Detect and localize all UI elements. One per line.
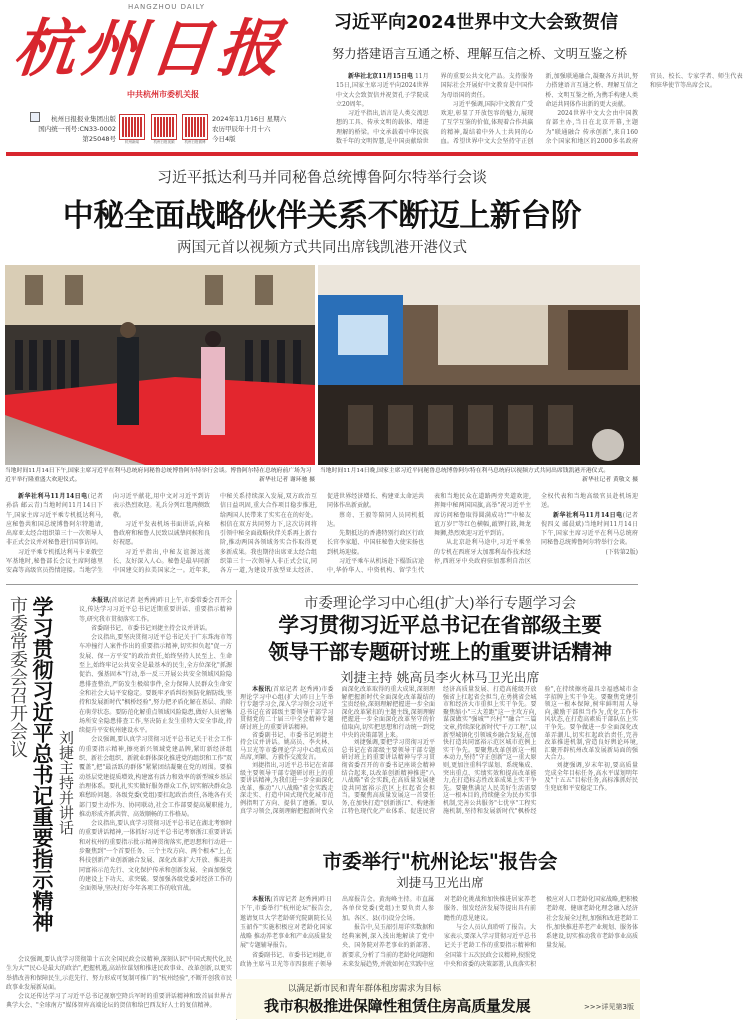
section-divider: [6, 584, 638, 585]
peru-subhead: 两国元首以视频方式共同出席钱凯港开港仪式: [177, 240, 467, 256]
masthead-english-name: HANGZHOU DAILY: [128, 3, 205, 11]
qr-code-icon[interactable]: [120, 115, 144, 139]
masthead-organ: 中共杭州市委机关报: [127, 90, 199, 99]
inside-page-teaser[interactable]: [236, 979, 640, 1019]
issue-number: 第25048号: [82, 135, 116, 143]
lead-subhead: 努力搭建语言互通之桥、理解互信之桥、文明互鉴之桥: [332, 47, 628, 61]
dateline: 新华社利马11月14日电: [18, 493, 88, 500]
peru-headline: 中秘全面战略伙伴关系不断迈上新台阶: [62, 198, 582, 234]
publisher: 杭州日报报业集团出版: [51, 115, 116, 123]
issue-date: [212, 114, 286, 144]
photo-welcome-ceremony: [5, 265, 315, 465]
lunar-date: 农历甲辰年十月十六: [212, 125, 271, 133]
lead-body: 新华社北京11月15日电 11月15日,国家主席习近平向2024世界中文大会致贺信并祝贺孔子学院成立20周年。 习近平指出,语言是人类交流思想的工具、传承文明的载体、增进理解的桥梁。中文承载着中华民族数千年的文明智慧,是中国贡献给世界的重要公共文化产品。支持服务国际社会开展好中文教育是中国作为母语国的责任。 习近平强调,国际中文教育广受欢迎,彰显了开放包容的魅力,展现了互学互鉴的价值,体现着合作共赢的精神,凝结着中外人士共同的心血。希望世界中文大会坚持守正创新,加强联通融合,凝聚各方共识,努力搭建语言互通之桥、理解互信之桥、文明互鉴之桥,为携手构建人类命运共同体作出新的更大贡献。 2024世界中文大会由中国教育部主办,当日在北京开幕,主题为"联通融合 传承创新",来自160余个国家和地区的2000多名政府官员、校长、专家学者、师生代表和驻华使节等出席会议。: [336, 73, 743, 146]
dateline: 新华社北京11月15日电: [348, 73, 414, 80]
theory-headline: 学习贯彻习近平总书记在省部级主要 领导干部专题研讨班上的重要讲话精神: [268, 613, 612, 664]
standing-body-bottom: 会议强调,要认真学习贯彻第十五次全国民政会议精神,深刻认识"中国式现代化,民生为大""民心是最大的政治",把握机遇,高站位谋划和推进民政事业、改革创新,以更实举措改善和保障民生,示范先行、努力形成可复制可推广的"杭州经验",不断开创我市民政事业发展新局面。 会议还传达学习了习近平总书记视察空降兵军时的重要讲话精神和致首届世界古典学大会、"全球南方"媒体智库高端论坛的贺信和给巴西友好人士的复信精神。: [6, 956, 232, 1010]
standing-body-top: 本报讯(首席记者 赵秀洲)昨日上午,市委常委会召开会议,传达学习习近平总书记近期重要讲话、重要指示精神等,研究我市贯彻落实工作。 省委副书记、市委书记刘捷主持会议并讲话。 会议指出,要坚决贯彻习近平总书记关于广东珠海市驾车冲撞行人案件作出的重要指示精神,切实担负起"促一方发展、保一方平安"的政治责任,始终坚持人民至上、生命至上,始终牢记公共安全是最基本的民生,全方位深化"抓源促治、强基固本"行动,举一反三开展公共安全领域风险隐患排查整治,严防发生极端事件,全力保障人民群众生命安全和社会大局平安稳定。要既牢矛盾纠纷预防化解防线,坚持和发展新时代"枫桥经验",努力把矛盾化解在基层、消除在萌芽状态。要防范化解重点领域风险隐患,做好人员密集场所安全隐患排查工作,坚决防止发生重特大安全事故,持续提升平安杭州建设水平。 会议强调,要认真学习贯彻习近平总书记关于社会工作的重要指示精神,擦亮新兴领域党建品牌,紧盯新经济组织、新社会组织、新就业群体深化推进党的组织和工作"双覆盖",把"最活跃的群体"紧紧团结凝聚在党的周围。要推动基层党建提质增效,构建富有活力和效率的新型城乡基层治理体系。要扎扎实实做好服务群众工作,切实解决群众急难愁盼问题。各级党委(党组)要扛起政治责任,各地各有关部门要主动作为、协同联动,社会工作部要提高履职能力,推动形成齐抓共管、高效顺畅的工作格局。 会议指出,要认真学习贯彻习近平总书记在湖北考察时的重要讲话精神,一体抓好习近平总书记考察浙江重要讲话和对杭州的重要指示批示精神贯彻落实,把思想和行动进一步聚焦到"一个首要任务、三个主攻方向、两个根本"上,在科技创新产业创新融合发展、深化改革扩大开放、推进共同富裕示范先行、文化保护传承和创新发展、全面加强党的建设上下功夫、求突破。要加强各级党委对经济工作的全面领导,坚决打好今年各项工作的收官战。: [79, 597, 232, 893]
photo2-caption: 当地时间11月14日晚,国家主席习近平同秘鲁总统博鲁阿尔特在利马总统府以视频方式共同出席钱凯港开港仪式。 新华社记者 黄敬文 摄: [320, 468, 638, 483]
qr-label: 杭州日报微博: [184, 140, 206, 144]
lead-headline: 习近平向2024世界中文大会致贺信: [334, 12, 619, 33]
photo1-caption: 当地时间11月14日下午,国家主席习近平在利马总统府同秘鲁总统博鲁阿尔特举行会谈。博鲁阿尔特在总统府前广场为习近平举行隆重盛大欢迎仪式。 新华社记者 谢环驰 摄: [5, 468, 315, 483]
page-count: 今日4版: [212, 135, 236, 143]
standing-byline: 刘捷主持并讲话: [57, 730, 75, 835]
continued-note[interactable]: (下转第2版): [605, 548, 638, 556]
qr-label: 杭州新闻: [125, 140, 139, 144]
issn: 国内统一刊号:CN33-0002: [38, 125, 116, 133]
newspaper-logo: 杭州日报: [10, 12, 290, 85]
column-rule: [236, 590, 237, 1020]
forum-headline: 市委举行"杭州论坛"报告会: [322, 850, 558, 873]
photo-port-opening-ceremony: [318, 265, 640, 465]
publisher-info: [30, 114, 116, 144]
teaser-kicker: 以满足新市民和青年群体租房需求为目标: [288, 984, 442, 994]
masthead-divider: [6, 152, 638, 156]
date: 2024年11月16日 星期六: [212, 115, 287, 123]
peru-body: 新华社利马11月14日电(记者 孙浩 邮云青)当地时间11月14日下午,国家主席习近平乘专机抵达利马,应秘鲁共和国总统博鲁阿尔特邀请,出席亚太经合组织第三十一次领导人非正式会议并对秘鲁进行国事访问。 习近平乘专机抵达利马卡亚俄空军基地时,秘鲁部长会议主席阿德里安森等高级官员热情迎接。当地学生向习近平献花,用中文对习近平到访表示热烈欢迎。礼兵分列红毯两侧致敬。 习近平发表机场书面讲话,向秘鲁政府和秘鲁人民致以诚挚问候和良好祝愿。 习近平指出,中秘友谊源远流长、友好深入人心。秘鲁是最早同新中国建交的拉美国家之一。近年来,中秘关系持续深入发展,双方政治互信日益巩固,重大合作项目稳步推进,给两国人民带来了实实在在的好处。相信在双方共同努力下,这次访问将引领中秘全面战略伙伴关系再上新台阶,推动两国各领域务实合作取得更多新成果。我也期待出席亚太经合组织第三十一次领导人非正式会议,同各方一道,为建设开放型亚太经济、促进世界经济增长、构建亚太命运共同体作出新贡献。 蔡奇、王毅等陪同人员同机抵达。 先期抵达的香港特别行政区行政长官李家超、中国驻秘鲁大使宋扬也到机场迎接。 习近平乘车从机场赴下榻饭店途中,华侨华人、中资机构、留学生代表和当地民众在道路两旁夹道欢迎,挥舞中秘两国国旗,高举"祝习近平主席访问秘鲁取得圆满成功!""中秘友谊万岁!"等红色横幅,敲锣打鼓,舞龙舞狮,热烈欢迎习近平到访。 从北京赴利马途中,习近平乘坐的专机在西班牙大加那利岛作技术经停,西班牙中央政府驻加那利自治区全权代表和当地高级官员赴机场迎送。 新华社利马11月14日电(记者 倪四义 邮晨斌)当地时间11月14日下午,国家主席习近平在利马总统府同秘鲁总统博鲁阿尔特举行会谈。 (下转第2版): [6, 493, 639, 575]
photo1-credit: 新华社记者 谢环驰 摄: [259, 477, 315, 483]
forum-subhead: 刘捷马卫光出席: [396, 875, 484, 890]
theory-kicker: 市委理论学习中心组(扩大)举行专题学习会: [303, 596, 577, 612]
theory-body: 本报讯(首席记者 赵秀洲)市委理论学习中心组(扩大)昨日上午举行专题学习会,深入学习领会习近平总书记在省部级主要领导干部学习贯彻党的二十届三中全会精神专题研讨班上的重要讲话精神。 省委副书记、市委书记刘捷主持会议并讲话。姚高员、李火林、马卫光等市委理论学习中心组成员出席,刘颖、方毅作交流发言。 刘捷指出,习近平总书记在省部级主要领导干部专题研讨班上的重要讲话精神,为我们进一步全面深化改革、推动"八八战略"省会实践走深走实、打造中国式现代化城市范例指明了方向、提供了遵循。要认真学习领会,深刻理解把握新时代全面深化改革取得的重大成果,深刻理解把握新时代全面深化改革凝结的宝贵经验,深刻理解把握进一步全面深化改革紧扣的主题主线,深刻理解把握进一步全面深化改革坚守的价值取向,切实把思想和行动统一到党中央的决策部署上来。 刘捷强调,要把学习贯彻习近平总书记在省部级主要领导干部专题研讨班上的重要讲话精神与学习贯彻省委召开的市委书记座谈会精神结合起来,以改革创新精神推进"八八战略"省会实践,在高质量发展建设共同富裕示范区上扛起省会担当。要聚焦高质量发展这一首要任务,在加快打造"创新浙江"、构建浙江特色现代化产业体系、促进民营经济高质量发展、打造高能级开放强省上扛起省会担当,在勇挑省会城市和经济大市重担上实干争先。要聚焦缩小"三大差距"这一主攻方向,谋深做实"强城""兴村""融合"三篇文章,持续深化新时代"千万工程",以新型城镇化引领城乡融合发展,在加快打造共同富裕示范区城市范例上实干争先。要聚焦改革创新这一根本动力,坚持"守正创新"这一重大原则,更加注重科学谋划、系统集成、突出重点、实绩实效和提高改革能力,在打造标志性改革成果上实干争先。要聚焦满足人民美好生活需要这一根本目的,持续健全为民办实事机制,完善公共服务"七优享"工程实施机制,坚持和发展新时代"枫桥经验",在持续擦亮最具幸福感城市金字招牌上实干争先。要聚焦党建引领这一根本保障,树牢鲜明用人导向,激励干部担当作为,优化工作作风状态,在打造高素质干部队伍上实干争先。要争做进一步全面深化改革弄潮儿,切实扛起政治责任,完善改革推进机制,营造良好舆论环境,汇聚开辟杭州改革发展新局面的强大合力。 刘捷强调,岁末年初,要高质量完成全年目标任务,高水平谋划明年及"十五五"目标任务,高标准抓好民生兜底和平安稳定工作。: [240, 686, 638, 815]
qr-code-icon[interactable]: [183, 115, 207, 139]
theory-subhead: 刘捷主持 姚高员李火林马卫光出席: [340, 671, 540, 686]
forum-body: 本报讯(首席记者 赵秀洲)昨日下午,市委举行"杭州论坛"报告会,邀请复旦大学老龄研究院副院长吴玉韶作"实施积极应对老龄化国家战略 推动养老事业和产业高质量发展"专题辅导报告。 省委副书记、市委书记刘捷,市政协主席马卫光等市四套班子领导出席报告会。黄海峰主持。市直属各单位党委(党组)主要负责人参加。各区、县(市)设分会场。 报告中,吴玉韶引用详实数据和经典案例,深入浅出地解读了党中央、国务院对养老事业的新部署、新要求,分析了当前的老龄化问题和未来发展趋势,并就如何在实践中应对老龄化挑战和加快推进居家养老服务、银发经济发展等提出具有前瞻性的意见建议。 与会人员认真聆听了报告。大家表示,要深入学习贯彻习近平总书记关于老龄工作的重要指示精神和全国第十五次民政会议精神,按照党中央和省委的决策部署,认真落实积极应对人口老龄化国家战略,把积极老龄观、健康老龄化理念融入经济社会发展全过程,加强和改进老龄工作,加快推进养老产业规划、服务体系建设,切实推动我市老龄事业高质量发展。: [240, 896, 638, 969]
qr-label: 杭州日报视频: [153, 140, 175, 144]
standing-kicker: 市委常委会召开会议: [7, 596, 28, 758]
photo2-credit: 新华社记者 黄敬文 摄: [582, 477, 638, 483]
standing-headline: 学习贯彻习近平总书记重要指示精神: [30, 596, 54, 932]
qr-code-icon[interactable]: [152, 115, 176, 139]
teaser-page-link[interactable]: >>>详见第3版: [583, 1003, 634, 1011]
peru-kicker: 习近平抵达利马并同秘鲁总统博鲁阿尔特举行会谈: [156, 168, 487, 186]
teaser-headline: 我市积极推进保障性租赁住房高质量发展: [264, 997, 531, 1015]
